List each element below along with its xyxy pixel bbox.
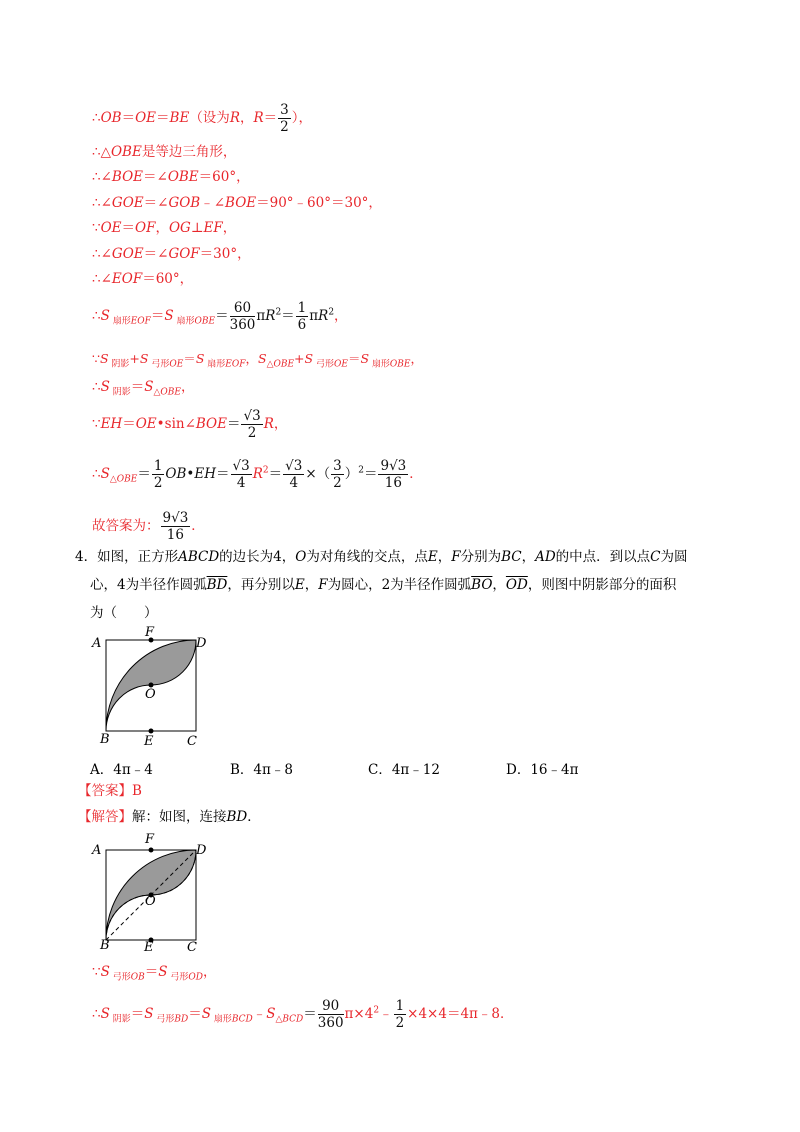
figure2-label-A: A xyxy=(92,843,102,858)
question-line-3: 为（ ） xyxy=(90,605,158,621)
figure1-label-E: E xyxy=(144,734,154,749)
solution-line-5: ∵OE＝OF，OG⊥EF， xyxy=(92,220,237,236)
figure1-label-B: B xyxy=(100,732,110,747)
solution-line-7: ∴∠EOF＝60°， xyxy=(92,271,194,287)
figure1-label-F: F xyxy=(145,625,155,640)
figure2-label-E: E xyxy=(144,940,154,955)
figure2-label-F: F xyxy=(145,832,155,847)
figure2-label-C: C xyxy=(187,940,197,955)
figure1-label-O: O xyxy=(145,687,156,702)
solution2-line-1: ∵S $_{弓形OB}$＝S $_{弓形OD}$， xyxy=(92,964,217,983)
figure1-label-D: D xyxy=(196,636,207,651)
solution-line-6: ∴∠GOE＝∠GOF＝30°， xyxy=(92,246,251,262)
solution-line-10: ∴S $_{阴影}=S_{\triangle OBE}$， xyxy=(92,379,195,398)
figure2-label-B: B xyxy=(100,938,110,953)
figure1-label-A: A xyxy=(92,636,102,651)
option-c[interactable]: C．4π﹣12 xyxy=(368,762,440,778)
option-d[interactable]: D．16﹣4π xyxy=(506,762,579,778)
option-b[interactable]: B．4π﹣8 xyxy=(230,762,293,778)
answer-line-part1: 故答案为： $\frac{9√3}{16}$ ． xyxy=(92,510,205,543)
figure2-label-O: O xyxy=(145,894,156,909)
solution-line-12: $\therefore S_{\triangle OBE}=$ $\frac{1}{2}$ OB•EH＝ $\frac{√3}{4}$ $R^2=$ $\frac{√3}{4}$ ×（ $\frac{3}{2}$ ）$^2$＝ $\frac{9√3}{16}$ ． xyxy=(92,458,423,491)
solution-line-11: ∵EH＝OE•sin∠BOE＝ $\frac{√3}{2}$ R， xyxy=(92,408,288,441)
solution-line-8: ∴S $_{扇形EOF}$＝S $_{扇形OBE}$＝ $\frac{60}{360}$ $\pi R^2=$ $\frac{1}{6}$ $\pi R^2$， xyxy=(92,300,348,333)
solution2-line-2: ∴S $_{阴影}$＝S $_{弓形BD}$＝S $_{扇形BCD}﹣S_{\triangle BCD}=$ $\frac{90}{360}$ $\pi\times 4^2﹣$ $\frac{1}{2}$ ×4×4＝4π﹣8． xyxy=(92,998,514,1031)
figure1-label-C: C xyxy=(187,734,197,749)
solution-line-1: ∴OB＝OE＝BE（设为R，R＝ $\frac{3}{2}$ ）， xyxy=(92,102,312,135)
question-line-1: 4．如图，正方形ABCD的边长为4，O为对角线的交点，点E，F分别为BC，AD的中点．到以点C为圆 xyxy=(75,549,688,565)
solution-line-9: ∵S $_{阴影}$+S $_{弓形OE}$＝S $_{扇形EOF}$，$S_{\triangle OBE}+S$ $_{弓形OE}$＝S $_{扇形OBE}$， xyxy=(92,351,423,370)
answer-label: 【答案】B xyxy=(78,783,142,799)
figure2-label-D: D xyxy=(196,843,207,858)
analysis-intro: 【解答】解：如图，连接BD． xyxy=(78,809,261,825)
option-a[interactable]: A．4π﹣4 xyxy=(90,762,153,778)
solution-line-3: ∴∠BOE＝∠OBE＝60°， xyxy=(92,169,250,185)
question-line-2: 心，4为半径作圆弧$\overline{BD}$，再分别以E，F为圆心，2为半径作圆弧$\overline{BO}$，$\overline{OD}$，则图中阴影部分的面积 xyxy=(90,577,677,593)
solution-line-4: ∴∠GOE＝∠GOB﹣∠BOE＝90°﹣60°＝30°， xyxy=(92,195,382,211)
solution-line-2: ∴△OBE是等边三角形， xyxy=(92,144,237,160)
